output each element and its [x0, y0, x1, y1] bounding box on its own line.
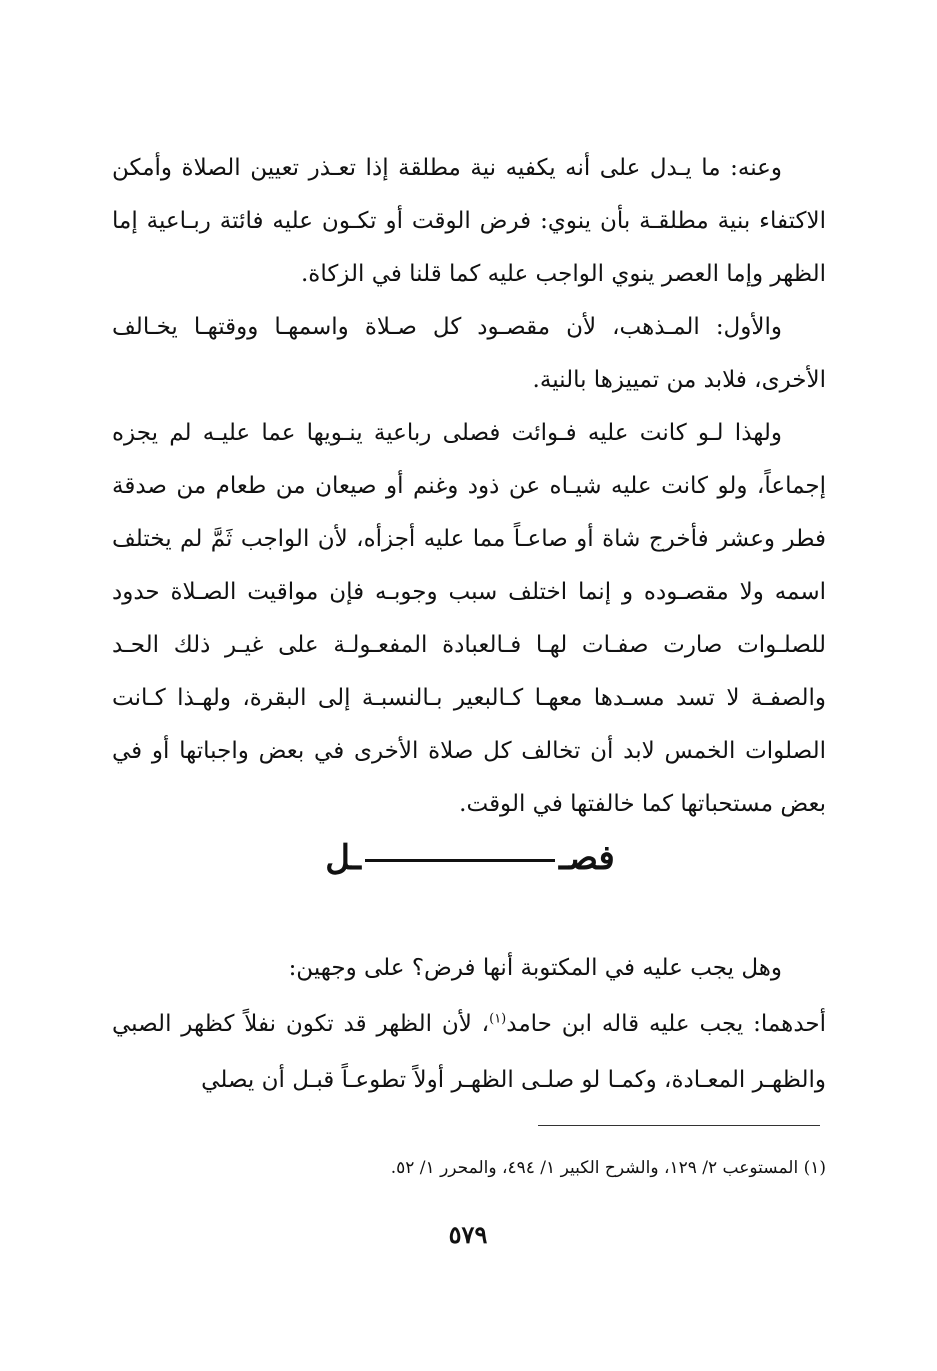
heading-kashida-line: [365, 859, 555, 862]
first-view-text-continued: ، لأن الظهر قد تكون نفلاً كظهر الصبي والظهـر المعـادة، وكمـا لو صلـى الظهـر أولاً تطوعـاً قبـل أن يصلي: [112, 1011, 826, 1093]
section-heading-end: ـل: [325, 838, 361, 878]
paragraph-first-view: [112, 996, 826, 1108]
section-heading-start: فصـ: [559, 838, 615, 878]
paragraph-madhhab: والأول: المـذهب، لأن مقصـود كل صـلاة واسمهـا ووقتهـا يخـالف الأخرى، فلابد من تمييزها بالنية.: [112, 314, 826, 393]
paragraph-reasoning: ولهذا لـو كانت عليه فـوائت فصلى رباعية ينـويها عما عليـه لم يجزه إجماعاً، ولو كانت عليه شيـاه عن ذود وغنم أو صيعان من طعام من صدقة فطر وعشر فأخرج شاة أو صاعـاً مما عليه أجزأه، لأن الواجب ثَمَّ لم يختلف اسمه ولا مقصـوده و إنما اختلف سبب وجوبـه فإن مواقيت الصـلاة حدود للصلـوات صارت صفـات لهـا فـالعبادة المفعـولـة على غيـر ذلك الحـد والصفـة لا تسد مسـدها معهـا كـالبعير بـالنسبـة إلى البقرة، ولهـذا كـانت الصلوات الخمس لابد أن تخالف كل صلاة الأخرى في بعض واجباتها أو في بعض مستحباتها كما خالفتها في الوقت.: [112, 420, 826, 817]
footnote-reference[interactable]: (١): [489, 1011, 507, 1027]
section-heading: [300, 838, 640, 898]
first-view-text: أحدهما: يجب عليه قاله ابن حامد: [506, 1011, 826, 1037]
footnote: (١) المستوعب ٢/ ١٢٩، والشرح الكبير ١/ ٤٩٤، والمحرر ١/ ٥٢.: [390, 1158, 826, 1178]
footnote-separator: [538, 1125, 820, 1126]
section-text-block: [112, 940, 826, 1108]
paragraph-first-opinion: وعنه: ما يـدل على أنه يكفيه نية مطلقة إذا تعـذر تعيين الصلاة وأمكن الاكتفاء بنية مطلقـة بأن ينوي: فرض الوقت أو تكـون عليه فائتة ربـاعية إما الظهر وإما العصر ينوي الواجب عليه كما قلنا في الزكاة.: [112, 155, 826, 287]
page-number: ٥٧٩: [448, 1220, 488, 1249]
paragraph-question: وهل يجب عليه في المكتوبة أنها فرض؟ على وجهين:: [288, 955, 782, 981]
main-text-block: [112, 142, 826, 831]
